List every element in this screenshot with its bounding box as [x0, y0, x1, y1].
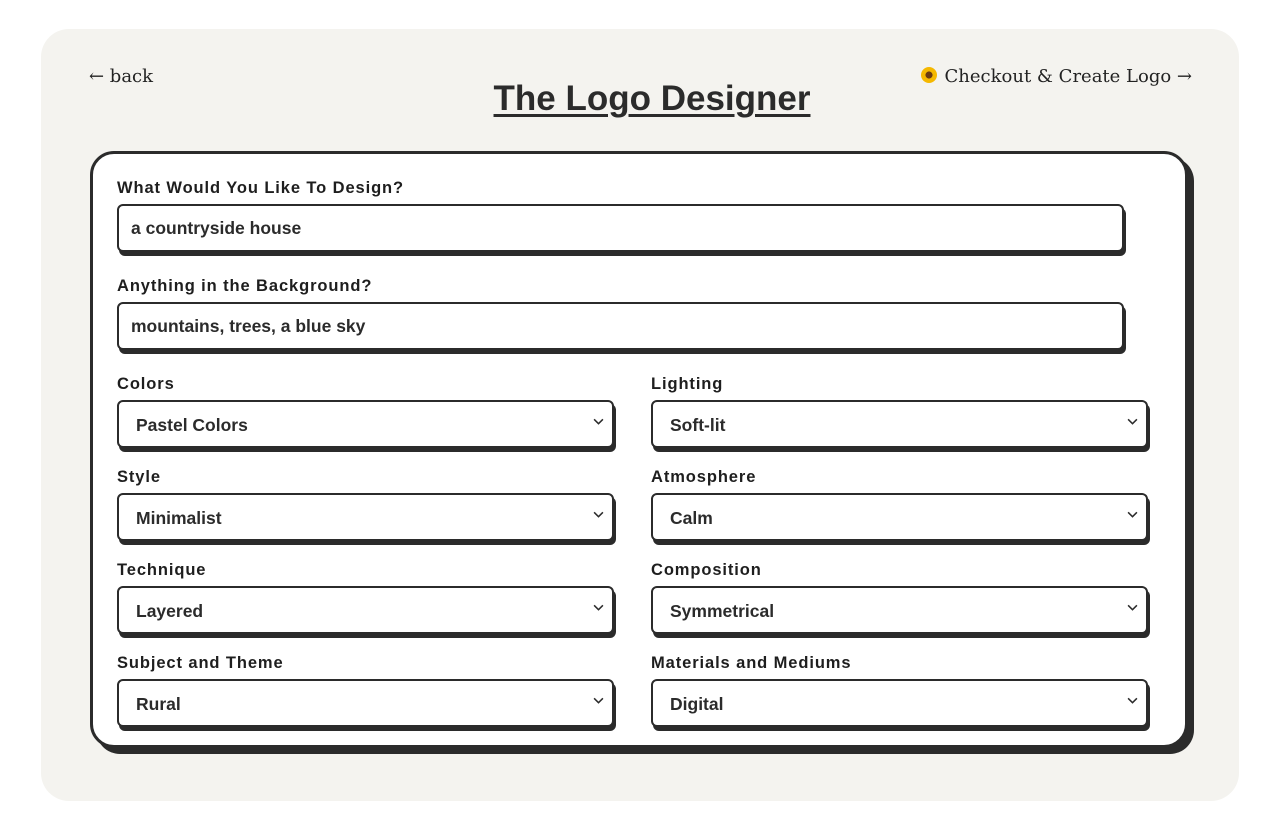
- colors-label: Colors: [117, 375, 175, 393]
- chevron-down-icon: [1127, 695, 1138, 706]
- atmosphere-select-value: Calm: [670, 508, 713, 528]
- technique-select[interactable]: [117, 586, 614, 634]
- composition-select-value: Symmetrical: [670, 601, 775, 621]
- design-label: What Would You Like To Design?: [117, 179, 405, 197]
- page-title: The Logo Designer: [493, 79, 811, 118]
- sunflower-icon: [921, 67, 937, 83]
- subject-select[interactable]: [117, 679, 614, 727]
- chevron-down-icon: [593, 509, 604, 520]
- chevron-down-icon: [593, 602, 604, 613]
- lighting-label: Lighting: [651, 375, 724, 393]
- chevron-down-icon: [1127, 416, 1138, 427]
- design-input[interactable]: [117, 204, 1124, 252]
- atmosphere-label: Atmosphere: [651, 468, 757, 486]
- chevron-down-icon: [593, 416, 604, 427]
- chevron-down-icon: [593, 695, 604, 706]
- technique-label: Technique: [117, 561, 207, 579]
- subject-label: Subject and Theme: [117, 654, 284, 672]
- back-link[interactable]: ← back: [89, 66, 154, 87]
- lighting-select[interactable]: [651, 400, 1148, 448]
- materials-select[interactable]: [651, 679, 1148, 727]
- checkout-label: Checkout & Create Logo →: [944, 66, 1192, 87]
- design-form-card: [90, 151, 1188, 748]
- subject-select-value: Rural: [136, 694, 181, 714]
- colors-select-value: Pastel Colors: [136, 415, 248, 435]
- background-label: Anything in the Background?: [117, 277, 373, 295]
- style-label: Style: [117, 468, 161, 486]
- materials-label: Materials and Mediums: [651, 654, 852, 672]
- style-select[interactable]: [117, 493, 614, 541]
- chevron-down-icon: [1127, 509, 1138, 520]
- colors-select[interactable]: [117, 400, 614, 448]
- page-container: [41, 29, 1239, 801]
- chevron-down-icon: [1127, 602, 1138, 613]
- composition-label: Composition: [651, 561, 762, 579]
- lighting-select-value: Soft-lit: [670, 415, 726, 435]
- atmosphere-select[interactable]: [651, 493, 1148, 541]
- background-input[interactable]: [117, 302, 1124, 350]
- style-select-value: Minimalist: [136, 508, 222, 528]
- technique-select-value: Layered: [136, 601, 204, 621]
- checkout-link[interactable]: [921, 66, 1192, 87]
- composition-select[interactable]: [651, 586, 1148, 634]
- materials-select-value: Digital: [670, 694, 724, 714]
